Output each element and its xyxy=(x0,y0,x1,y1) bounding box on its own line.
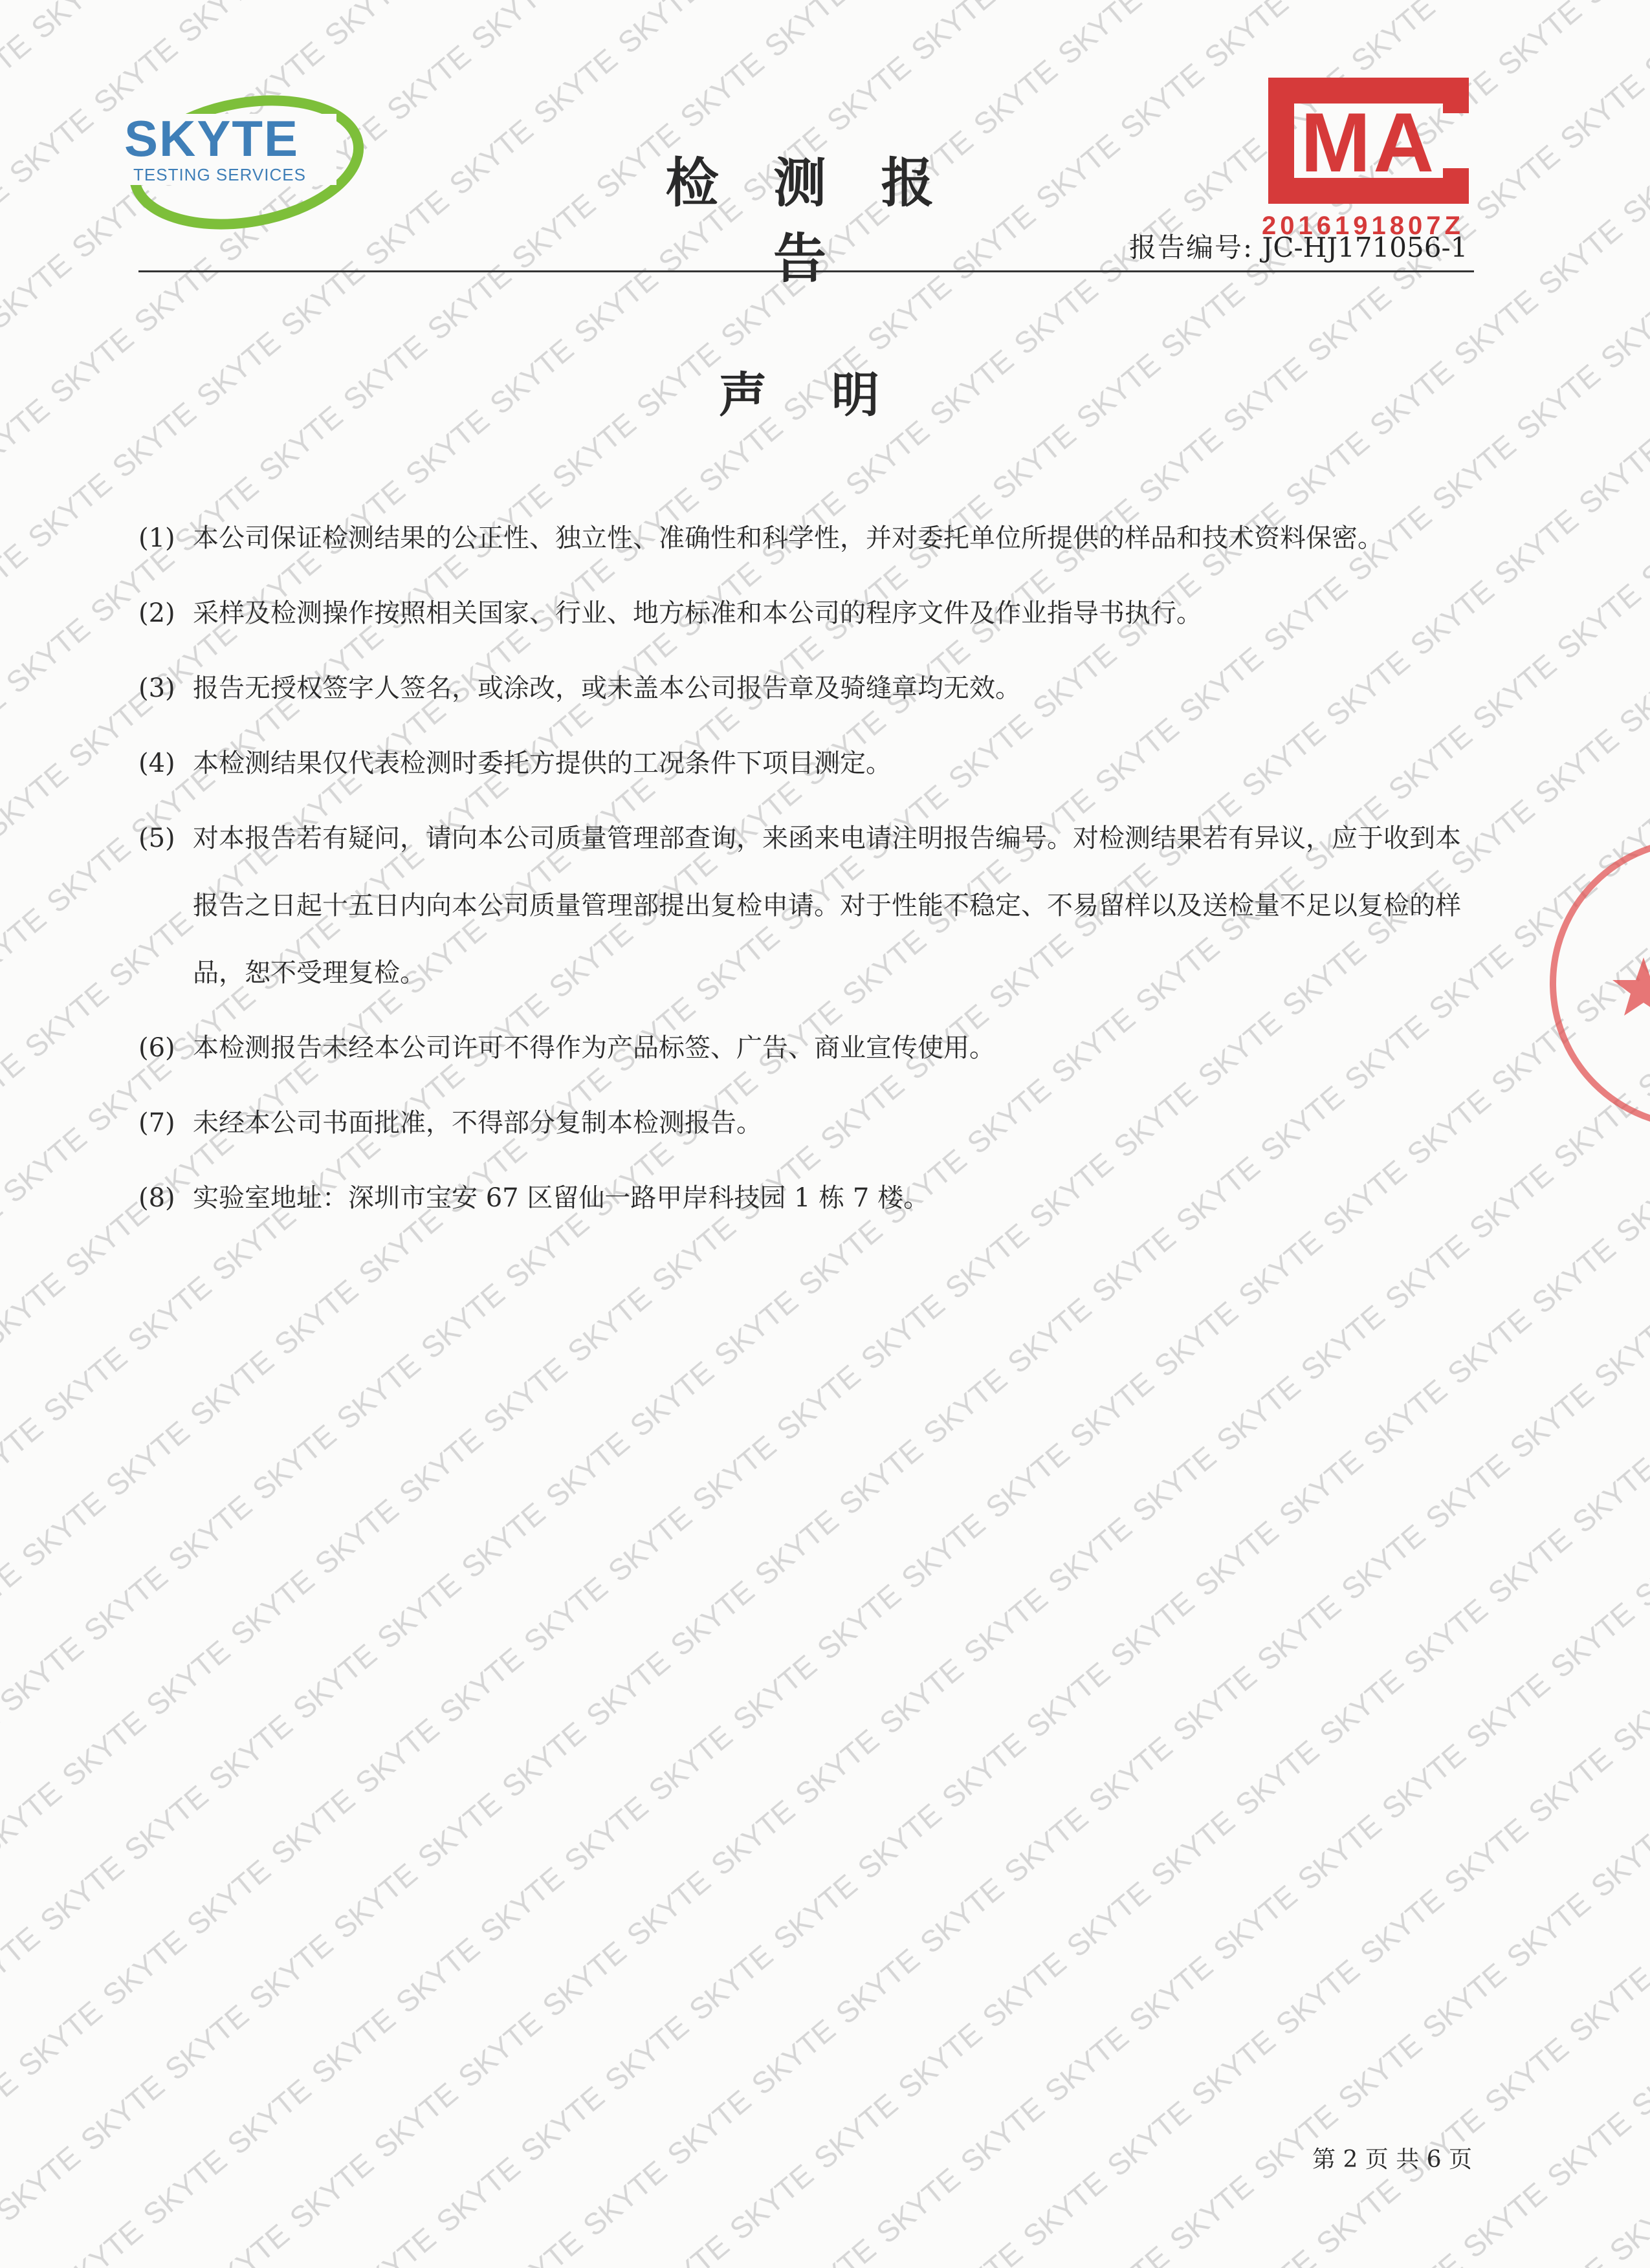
cma-code: 2016191807Z xyxy=(1262,212,1464,239)
header-divider xyxy=(138,270,1474,272)
skyte-logo xyxy=(120,75,373,230)
statement-number: (4) xyxy=(138,748,175,778)
seam-stamp-edge xyxy=(1540,815,1650,1151)
statement-item xyxy=(138,1014,1484,1082)
statement-text: 本检测报告未经本公司许可不得作为产品标签、广告、商业宣传使用。 xyxy=(193,1033,995,1063)
statement-number: (3) xyxy=(138,673,175,703)
statement-text: 对本报告若有疑问，请向本公司质量管理部查询，来函来电请注明报告编号。对检测结果若有异议，应于收到本报告之日起十五日内向本公司质量管理部提出复检申请。对于性能不稳定、不易留样以及送检量不足以复检的样品，恕不受理复检。 xyxy=(193,823,1461,988)
statement-text: 报告无授权签字人签名，或涂改，或未盖本公司报告章及骑缝章均无效。 xyxy=(193,673,1021,703)
statement-number: (2) xyxy=(138,598,175,628)
statement-item xyxy=(138,1164,1484,1232)
statement-item xyxy=(138,805,1484,1007)
statement-text: 采样及检测操作按照相关国家、行业、地方标准和本公司的程序文件及作业指导书执行。 xyxy=(193,598,1202,628)
statement-item xyxy=(138,655,1484,722)
statement-item xyxy=(138,505,1484,572)
statement-text: 本公司保证检测结果的公正性、独立性、准确性和科学性，并对委托单位所提供的样品和技术资料保密。 xyxy=(193,523,1383,553)
statement-item xyxy=(138,580,1484,647)
page-number: 第 2 页 共 6 页 xyxy=(1312,2146,1473,2173)
logo-subtitle: TESTING SERVICES xyxy=(133,165,306,184)
statement-list xyxy=(138,505,1484,1232)
statement-number: (5) xyxy=(138,823,175,853)
statement-item xyxy=(138,1089,1484,1157)
cma-mark xyxy=(1249,65,1495,239)
report-number-value: JC-HJ171056-1 xyxy=(1262,232,1468,263)
statement-text: 未经本公司书面批准，不得部分复制本检测报告。 xyxy=(193,1108,762,1138)
statement-text: 实验室地址：深圳市宝安 67 区留仙一路甲岸科技园 1 栋 7 楼。 xyxy=(193,1183,930,1213)
cma-letters: MA xyxy=(1301,95,1437,190)
statement-number: (6) xyxy=(138,1033,175,1063)
statement-number: (7) xyxy=(138,1108,175,1138)
document-title: 检 测 报 告 xyxy=(665,152,952,290)
report-number-label: 报告编号: xyxy=(1129,232,1254,263)
statement-item xyxy=(138,730,1484,797)
section-title: 声明 xyxy=(719,367,944,423)
report-number xyxy=(1129,226,1468,265)
statement-text: 本检测结果仅代表检测时委托方提供的工况条件下项目测定。 xyxy=(193,748,892,778)
statement-number: (8) xyxy=(138,1183,175,1213)
statement-number: (1) xyxy=(138,523,175,553)
logo-brand: SKYTE xyxy=(124,110,300,167)
